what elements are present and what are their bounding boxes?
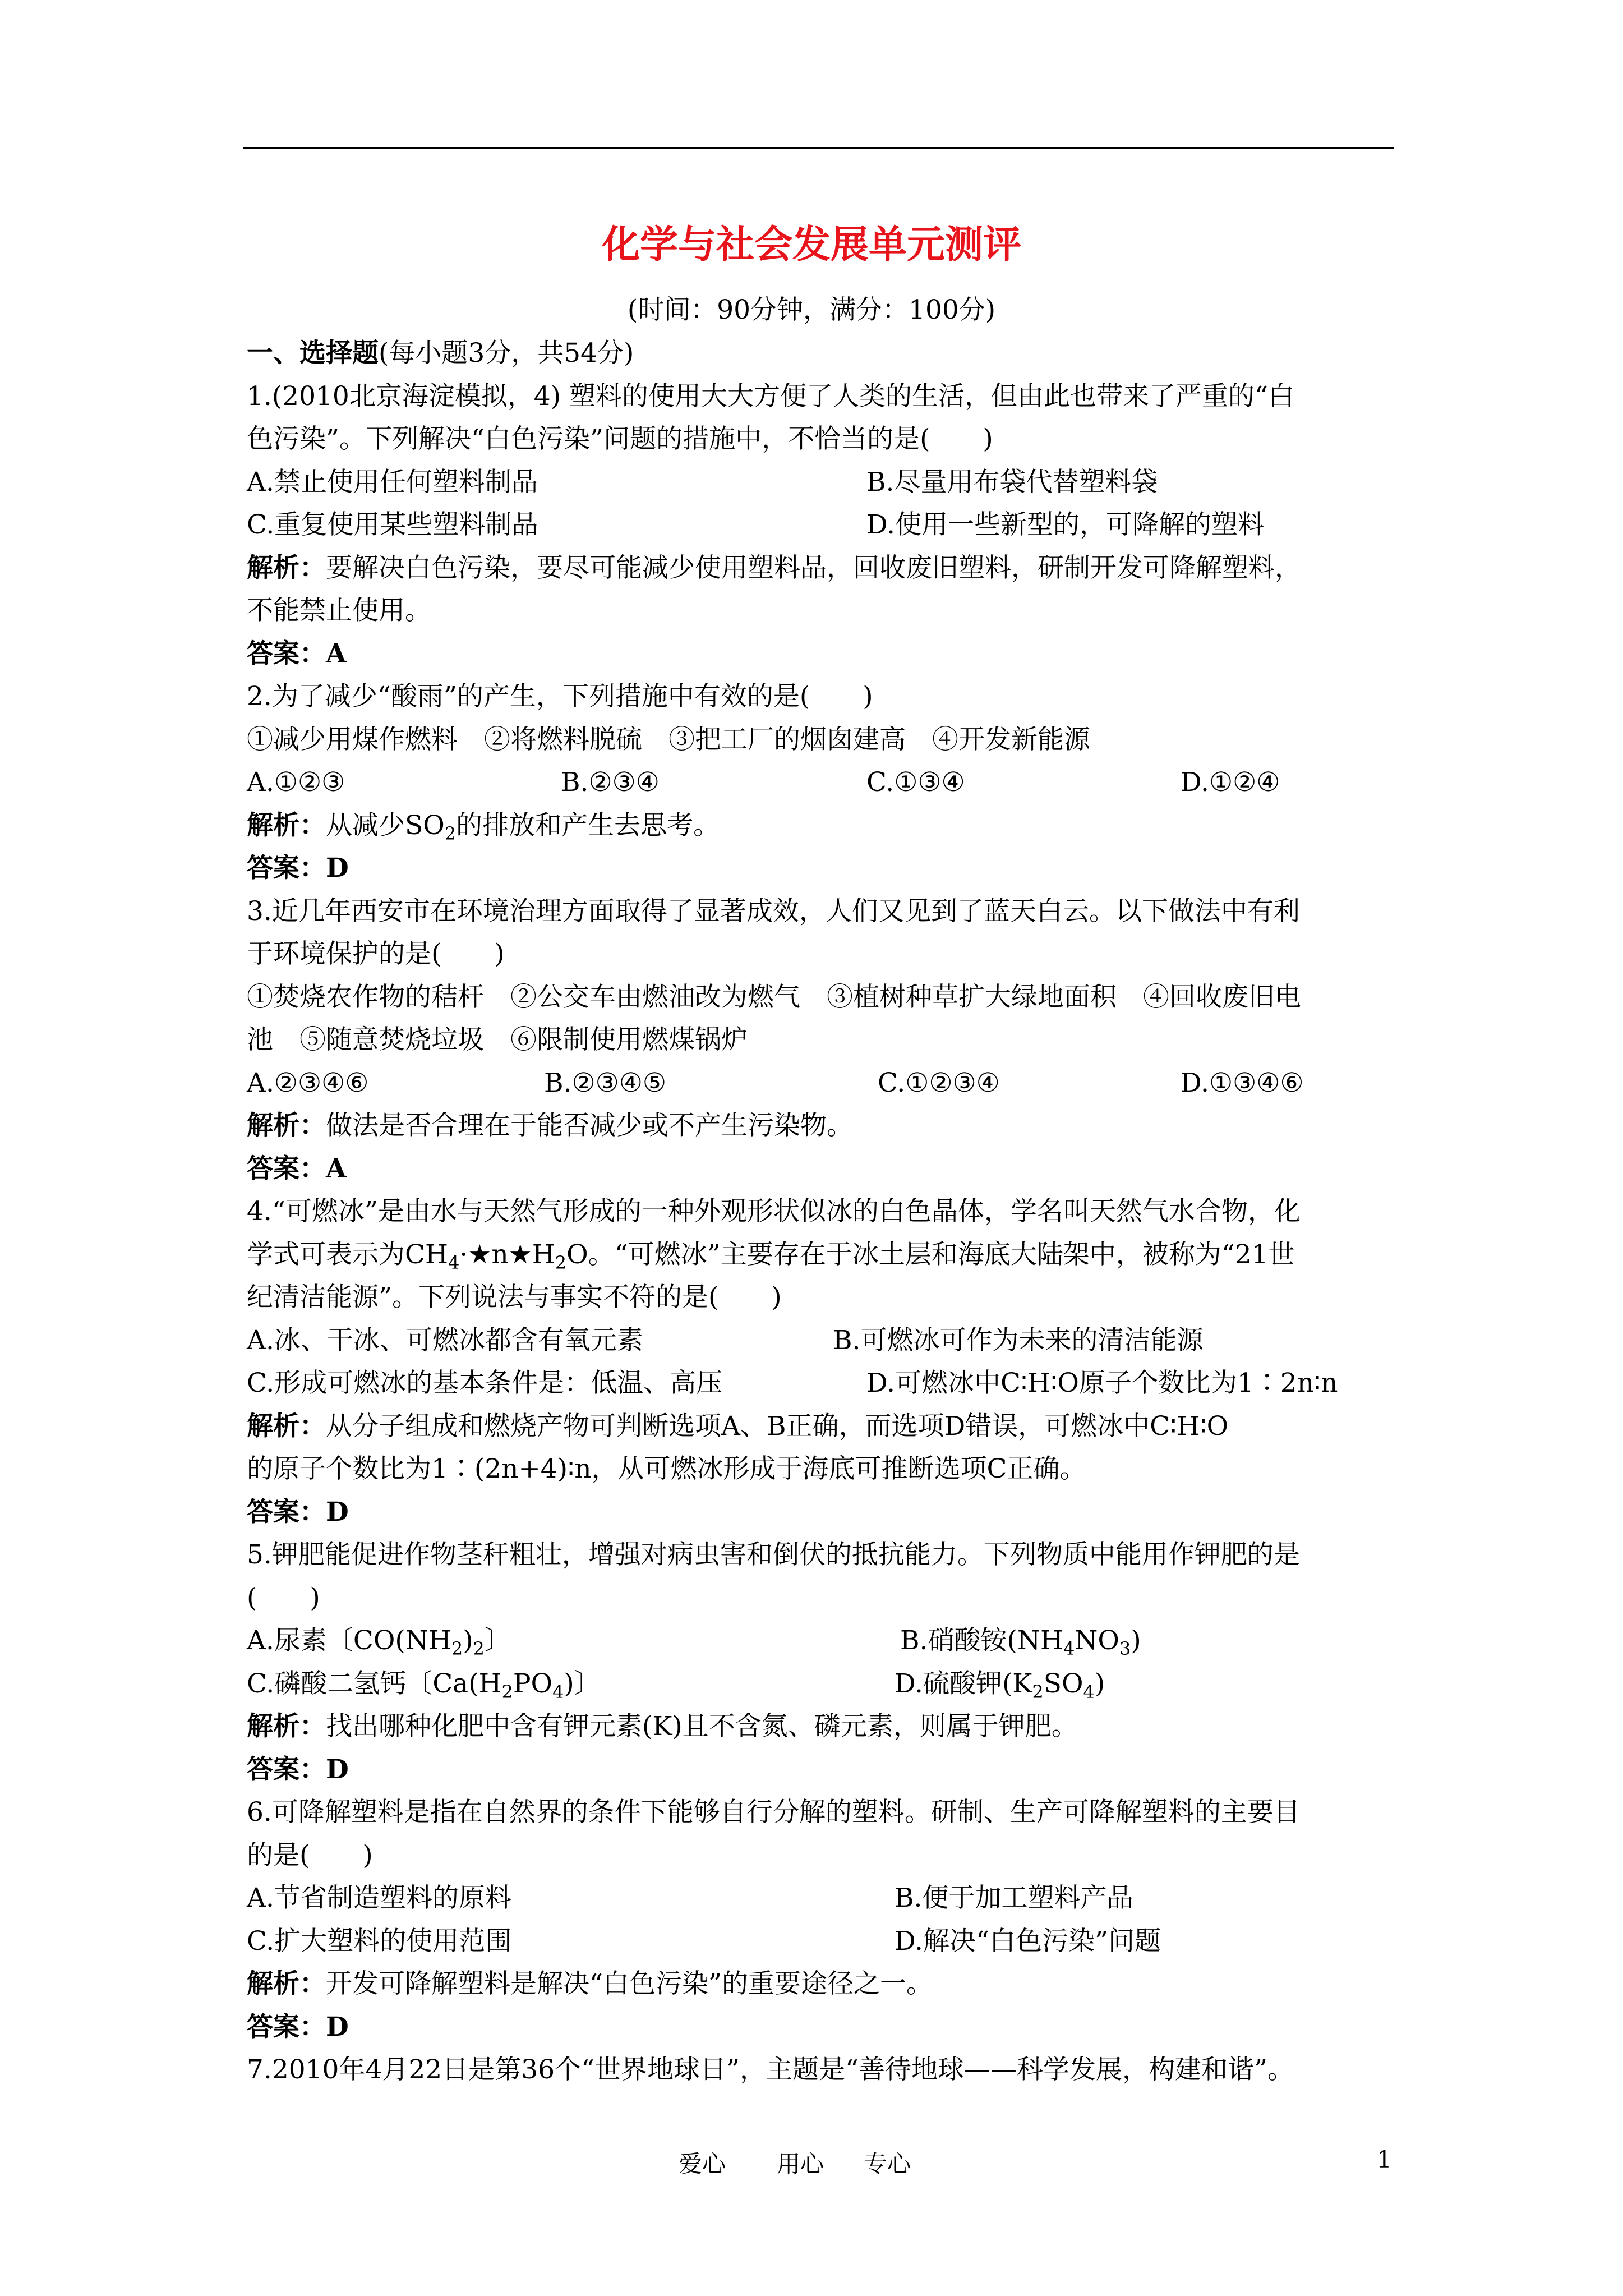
q2-analysis: 解析：从减少$SO_2$的排放和产生去思考。: [247, 809, 720, 844]
q5-option-a: A.尿素〔$CO(NH_2)_2$〕: [247, 1625, 511, 1659]
q6-stem-line1: 6.可降解塑料是指在自然界的条件下能够自行分解的塑料。研制、生产可降解塑料的主要目: [247, 1797, 1300, 1828]
header-rule: [243, 147, 1394, 149]
q1-analysis-line2: 不能禁止使用。: [247, 595, 431, 626]
q2-option-b: B.②③④: [561, 767, 660, 798]
page-subtitle: (时间：90分钟，满分：100分): [627, 295, 996, 325]
q5-stem-line1: 5.钾肥能促进作物茎秆粗壮，增强对病虫害和倒伏的抵抗能力。下列物质中能用作钾肥的是: [247, 1539, 1300, 1570]
q1-option-d: D.使用一些新型的，可降解的塑料: [866, 509, 1264, 540]
q3-stem-line2: 于环境保护的是( ): [247, 938, 505, 969]
q5-options-ab: [247, 1619, 1436, 1663]
q3-option-c: C.①②③④: [878, 1067, 1000, 1098]
q1-analysis-line1: 解析：要解决白色污染，要尽可能减少使用塑料品，回收废旧塑料，研制开发可降解塑料，: [247, 552, 1301, 583]
q3-option-d: D.①③④⑥: [1181, 1067, 1304, 1098]
q6-stem-line2: 的是( ): [247, 1839, 373, 1871]
q4-stem-line1: 4.“可燃冰”是由水与天然气形成的一种外观形状似冰的白色晶体，学名叫天然气水合物，化: [247, 1196, 1301, 1227]
q4-option-b: B.可燃冰可作为未来的清洁能源: [833, 1324, 1204, 1356]
q4-analysis-line1: 解析：从分子组成和燃烧产物可判断选项A、B正确，而选项D错误，可燃冰中C∶H∶O: [247, 1410, 1229, 1442]
footer-motto-1: 爱心: [679, 2150, 726, 2178]
section-heading: 一、选择题(每小题3分，共54分): [247, 338, 634, 369]
q7-stem-line1: 7.2010年4月22日是第36个“世界地球日”，主题是“善待地球——科学发展，构建和谐”。: [247, 2054, 1294, 2085]
q4-option-c: C.形成可燃冰的基本条件是：低温、高压: [247, 1368, 723, 1398]
q1-option-b: B.尽量用布袋代替塑料袋: [866, 466, 1158, 498]
q4-stem-line2: 学式可表示为$CH_4\cdot★n★H_2O$。“可燃冰”主要存在于冰土层和海底大陆架中，被称为“21世: [247, 1239, 1295, 1273]
q6-option-c: C.扩大塑料的使用范围: [247, 1925, 512, 1957]
q1-option-c: C.重复使用某些塑料制品: [247, 509, 538, 540]
q4-option-a: A.冰、干冰、可燃冰都含有氧元素: [247, 1324, 643, 1356]
q5-option-b: B.硝酸铵$(NH_4NO_3)$: [900, 1625, 1141, 1659]
page-title: 化学与社会发展单元测评: [601, 222, 1021, 267]
q6-option-b: B.便于加工塑料产品: [895, 1883, 1133, 1913]
q4-analysis-line2: 的原子个数比为1∶(2n+4)∶n，从可燃冰形成于海底可推断选项C正确。: [247, 1453, 1086, 1484]
q5-analysis: 解析：找出哪种化肥中含有钾元素(K)且不含氮、磷元素，则属于钾肥。: [247, 1711, 1078, 1742]
q5-stem-line2: ( ): [247, 1582, 320, 1613]
q6-option-a: A.节省制造塑料的原料: [247, 1883, 511, 1913]
q3-option-b: B.②③④⑤: [544, 1067, 667, 1098]
q3-options: [247, 1062, 1436, 1105]
document-body: [247, 332, 1436, 2092]
q5-option-c: C.磷酸二氢钙〔$Ca(H_2PO_4)$〕: [247, 1668, 601, 1703]
q3-stem-line1: 3.近几年西安市在环境治理方面取得了显著成效，人们又见到了蓝天白云。以下做法中有利: [247, 895, 1300, 927]
q2-answer: 答案：D: [247, 853, 349, 884]
q3-items-line1: ①焚烧农作物的秸杆 ②公交车由燃油改为燃气 ③植树种草扩大绿地面积 ④回收废旧电: [247, 981, 1301, 1013]
q2-items: ①减少用煤作燃料 ②将燃料脱硫 ③把工厂的烟囱建高 ④开发新能源: [247, 724, 1090, 755]
q4-option-d: D.可燃冰中C∶H∶O原子个数比为1∶2n∶n: [866, 1368, 1338, 1398]
footer-motto-3: 专心: [864, 2150, 911, 2178]
q3-answer: 答案：A: [247, 1153, 347, 1184]
q1-stem-line1: 1.(2010北京海淀模拟，4) 塑料的使用大大方便了人类的生活，但由此也带来了严重的“白: [247, 380, 1294, 412]
q6-analysis: 解析：开发可降解塑料是解决“白色污染”的重要途径之一。: [247, 1968, 933, 1999]
q1-stem-line2: 色污染”。下列解决“白色污染”问题的措施中，不恰当的是( ): [247, 424, 993, 454]
q6-answer: 答案：D: [247, 2011, 349, 2042]
q4-options-cd: [247, 1362, 1436, 1405]
q1-answer: 答案：A: [247, 638, 347, 669]
q2-option-c: C.①③④: [866, 767, 965, 798]
q1-options-ab: [247, 461, 1436, 504]
q1-options-cd: [247, 504, 1436, 547]
q3-option-a: A.②③④⑥: [247, 1067, 369, 1098]
q5-options-cd: [247, 1663, 1436, 1706]
q3-analysis: 解析：做法是否合理在于能否减少或不产生污染物。: [247, 1110, 853, 1141]
q4-options-ab: [247, 1319, 1436, 1363]
page-number: 1: [1377, 2146, 1392, 2173]
footer-motto-2: 用心: [777, 2150, 824, 2178]
q1-option-a: A.禁止使用任何塑料制品: [247, 466, 538, 498]
q4-stem-line3: 纪清洁能源”。下列说法与事实不符的是( ): [247, 1282, 782, 1313]
q6-options-cd: [247, 1920, 1436, 1963]
q5-option-d: D.硫酸钾$(K_2SO_4)$: [895, 1668, 1105, 1703]
q6-option-d: D.解决“白色污染”问题: [895, 1925, 1161, 1957]
q5-answer: 答案：D: [247, 1754, 349, 1785]
q2-option-d: D.①②④: [1181, 767, 1280, 798]
q3-items-line2: 池 ⑤随意焚烧垃圾 ⑥限制使用燃煤锅炉: [247, 1024, 748, 1055]
q2-option-a: A.①②③: [247, 767, 345, 798]
q2-options: [247, 761, 1436, 804]
q4-answer: 答案：D: [247, 1496, 349, 1527]
q2-stem: 2.为了减少“酸雨”的产生，下列措施中有效的是( ): [247, 681, 873, 712]
q6-options-ab: [247, 1877, 1436, 1920]
